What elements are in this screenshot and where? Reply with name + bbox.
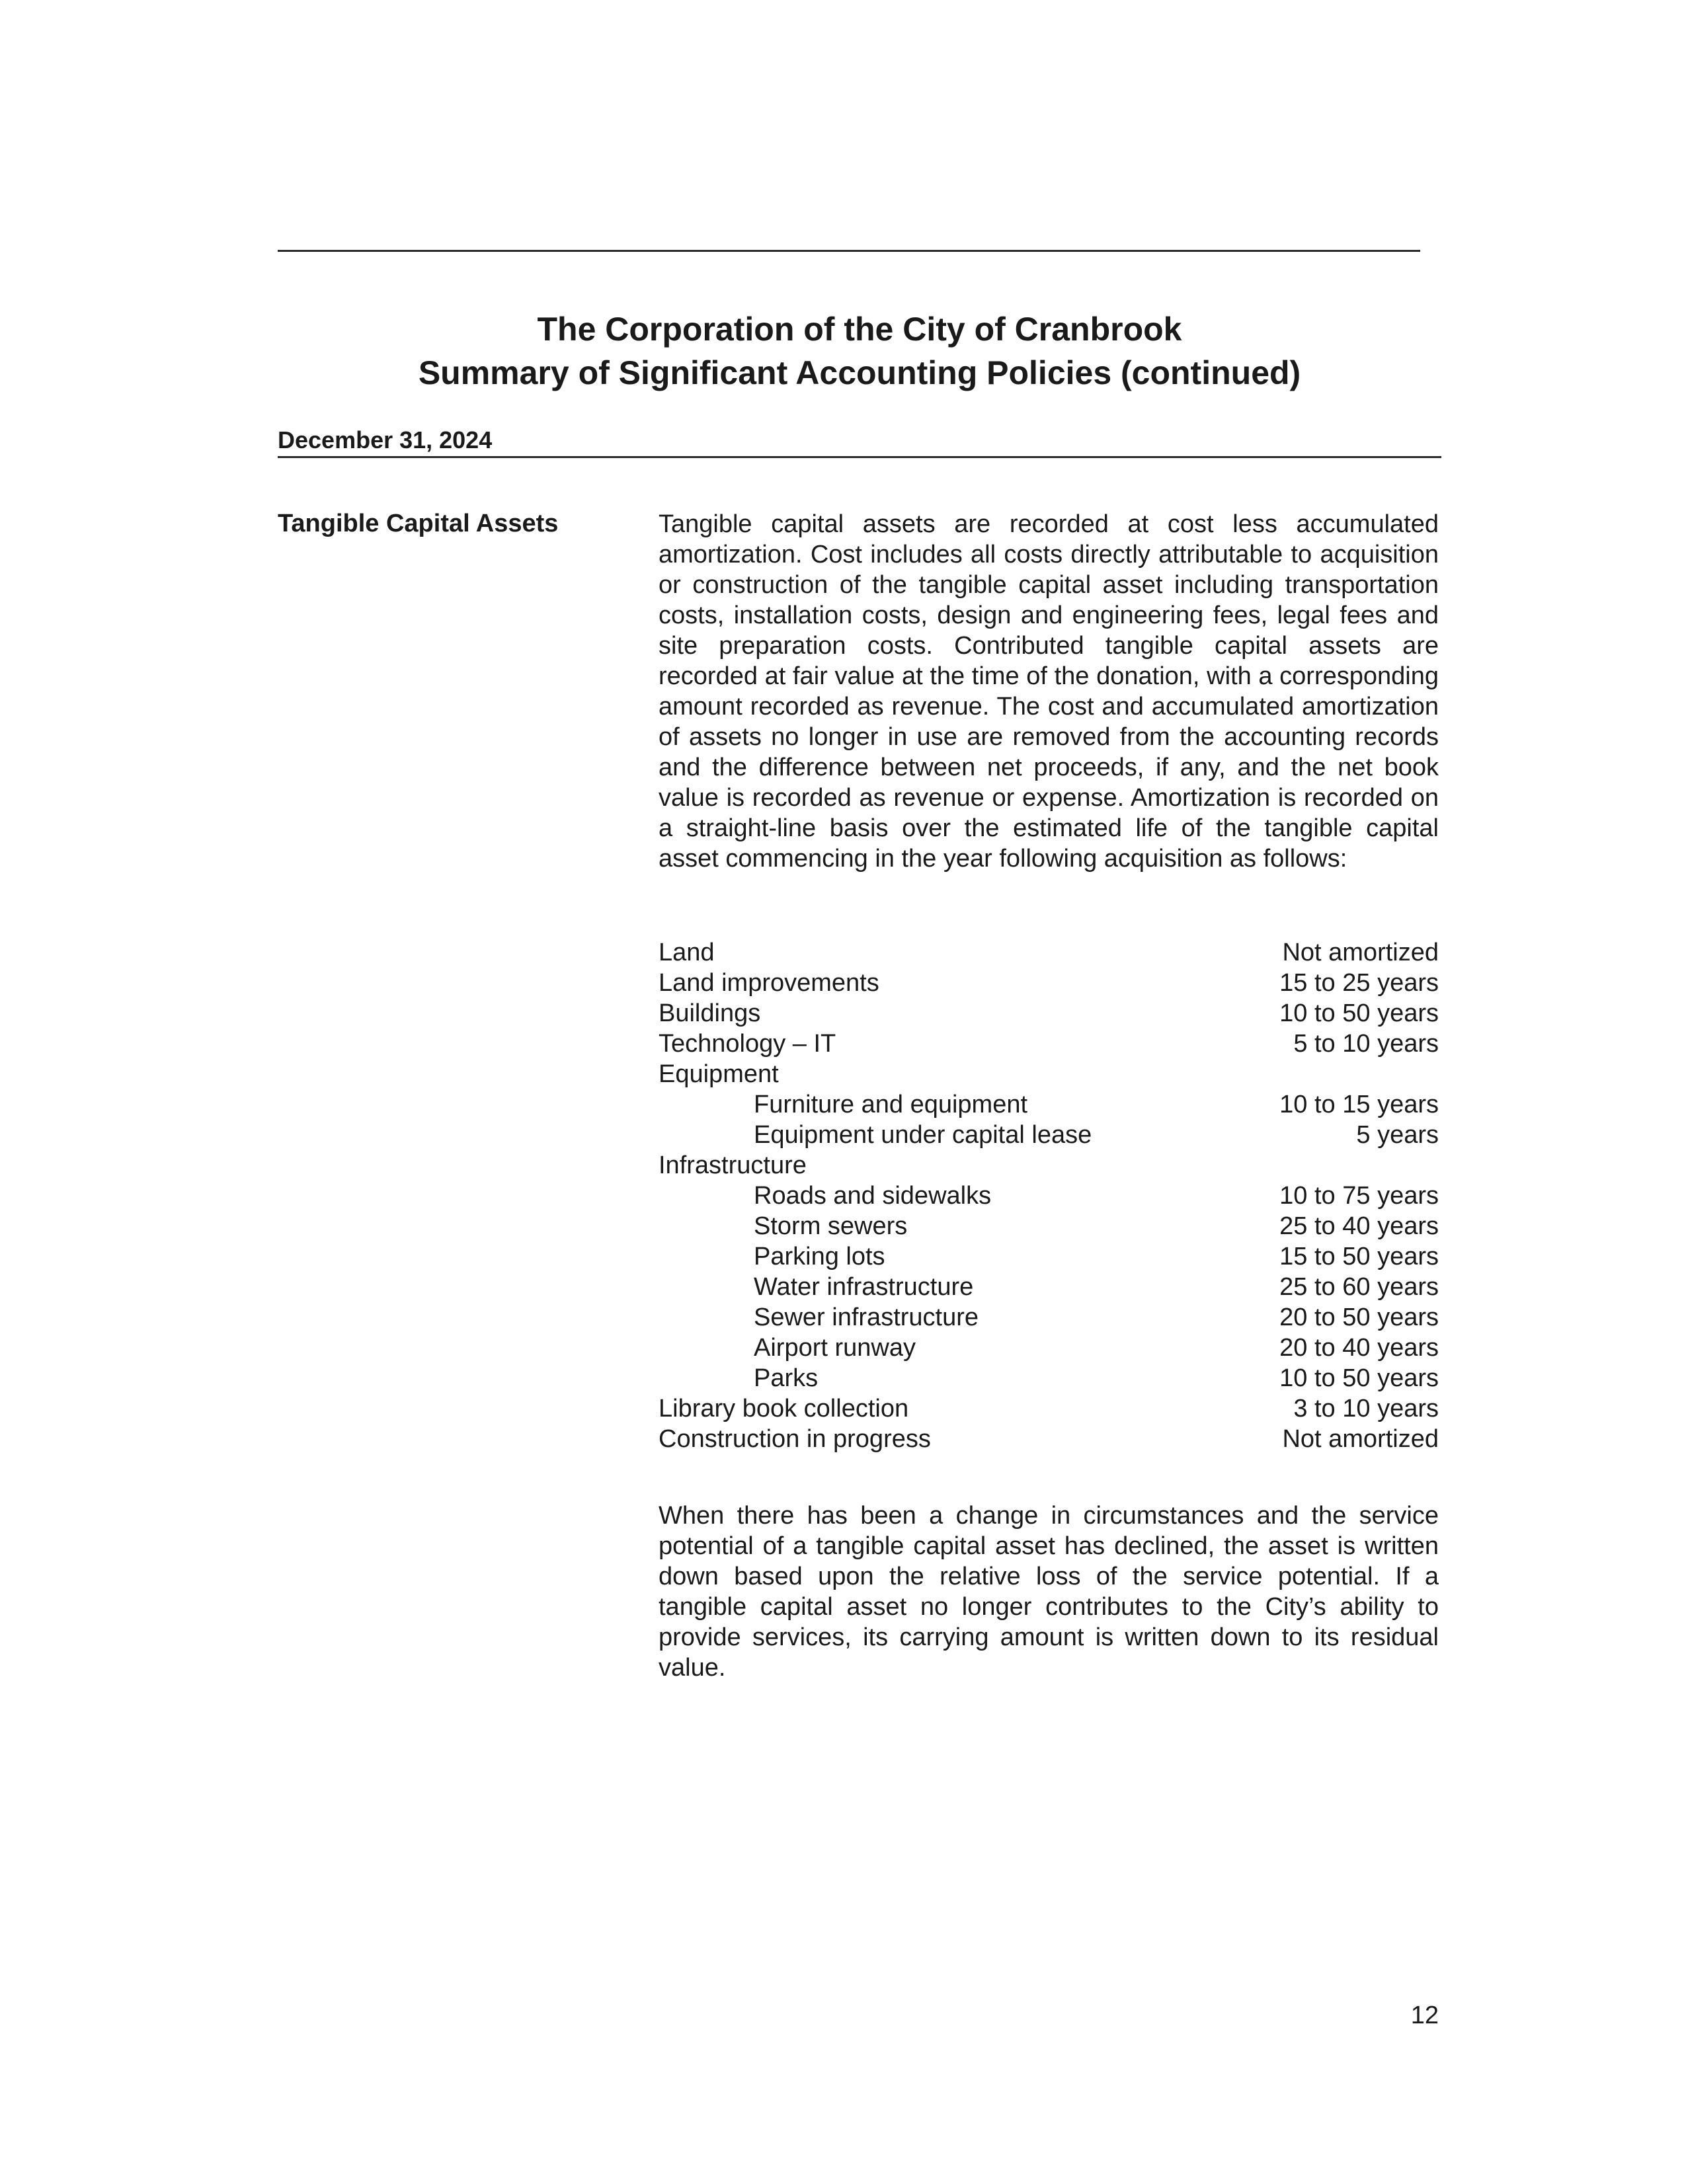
- useful-life-value: 5 to 10 years: [1293, 1030, 1439, 1058]
- useful-life-row: [659, 1241, 1439, 1272]
- useful-life-value: Not amortized: [1282, 939, 1439, 966]
- useful-life-row: [659, 1333, 1439, 1363]
- asset-category-label: Buildings: [659, 999, 761, 1027]
- useful-life-value: 5 years: [1356, 1121, 1439, 1149]
- useful-life-value: 25 to 60 years: [1279, 1273, 1439, 1301]
- useful-life-value: Not amortized: [1282, 1425, 1439, 1453]
- policy-paragraph-writedown: When there has been a change in circumstances and the service potential of a tangible capital asset has declined, the asset is written down based upon the relative loss of the service potential. If a tangible capital asset no longer contributes to the City’s ability to provide services, its carrying amount is written down to its residual value.: [659, 1502, 1439, 1682]
- asset-category-label: Library book collection: [659, 1395, 909, 1423]
- asset-category-label: Storm sewers: [754, 1212, 908, 1240]
- useful-life-row: [659, 1363, 1439, 1393]
- asset-category-label: Infrastructure: [659, 1151, 807, 1179]
- useful-life-row: [659, 1120, 1439, 1150]
- page-title: The Corporation of the City of Cranbrook: [537, 311, 1182, 348]
- useful-life-row: [659, 1181, 1439, 1211]
- asset-category-label: Sewer infrastructure: [754, 1304, 979, 1331]
- asset-category-label: Parks: [754, 1364, 819, 1392]
- page-number: 12: [1410, 2002, 1439, 2029]
- asset-category-label: Water infrastructure: [754, 1273, 974, 1301]
- useful-life-row: [659, 1150, 1439, 1181]
- useful-life-row: [659, 998, 1439, 1029]
- asset-category-label: Equipment: [659, 1060, 779, 1088]
- useful-life-value: 20 to 40 years: [1279, 1334, 1439, 1362]
- asset-category-label: Equipment under capital lease: [754, 1121, 1092, 1149]
- policy-paragraph-intro: Tangible capital assets are recorded at cost less accumulated amortization. Cost includes all costs directly attributable to acquisition or construction of the tangible capital asset including transportation costs, installation costs, design and engineering fees, legal fees and site preparation costs. Contributed tangible capital assets are recorded at fair value at the time of the donation, with a corresponding amount recorded as revenue. The cost and accumulated amortization of assets no longer in use are removed from the accounting records and the difference between net proceeds, if any, and the net book value is recorded as revenue or expense. Amortization is recorded on a straight-line basis over the estimated life of the tangible capital asset commencing in the year following acquisition as follows:: [659, 510, 1439, 873]
- useful-life-value: 10 to 50 years: [1279, 999, 1439, 1027]
- useful-life-row: [659, 968, 1439, 998]
- useful-life-row: [659, 1393, 1439, 1424]
- useful-life-value: 10 to 50 years: [1279, 1364, 1439, 1392]
- useful-life-table: [659, 937, 1439, 1454]
- asset-category-label: Construction in progress: [659, 1425, 931, 1453]
- useful-life-value: 15 to 50 years: [1279, 1243, 1439, 1270]
- asset-category-label: Land: [659, 939, 715, 966]
- useful-life-value: 20 to 50 years: [1279, 1304, 1439, 1331]
- useful-life-row: [659, 937, 1439, 968]
- useful-life-row: [659, 1424, 1439, 1454]
- asset-category-label: Furniture and equipment: [754, 1091, 1028, 1118]
- statement-date: December 31, 2024: [278, 426, 493, 453]
- useful-life-value: 25 to 40 years: [1279, 1212, 1439, 1240]
- useful-life-value: 15 to 25 years: [1279, 969, 1439, 997]
- asset-category-label: Parking lots: [754, 1243, 885, 1270]
- useful-life-value: 10 to 15 years: [1279, 1091, 1439, 1118]
- useful-life-row: [659, 1302, 1439, 1333]
- useful-life-row: [659, 1211, 1439, 1241]
- section-heading: Tangible Capital Assets: [278, 510, 559, 537]
- useful-life-value: 3 to 10 years: [1293, 1395, 1439, 1423]
- date-divider: [278, 456, 1441, 458]
- asset-category-label: Land improvements: [659, 969, 879, 997]
- useful-life-value: 10 to 75 years: [1279, 1182, 1439, 1210]
- asset-category-label: Technology – IT: [659, 1030, 836, 1058]
- top-divider: [278, 250, 1420, 252]
- asset-category-label: Airport runway: [754, 1334, 916, 1362]
- page-subtitle: Summary of Significant Accounting Policies (continued): [418, 354, 1301, 391]
- asset-category-label: Roads and sidewalks: [754, 1182, 992, 1210]
- useful-life-row: [659, 1089, 1439, 1120]
- useful-life-row: [659, 1272, 1439, 1302]
- useful-life-row: [659, 1029, 1439, 1059]
- useful-life-row: [659, 1059, 1439, 1089]
